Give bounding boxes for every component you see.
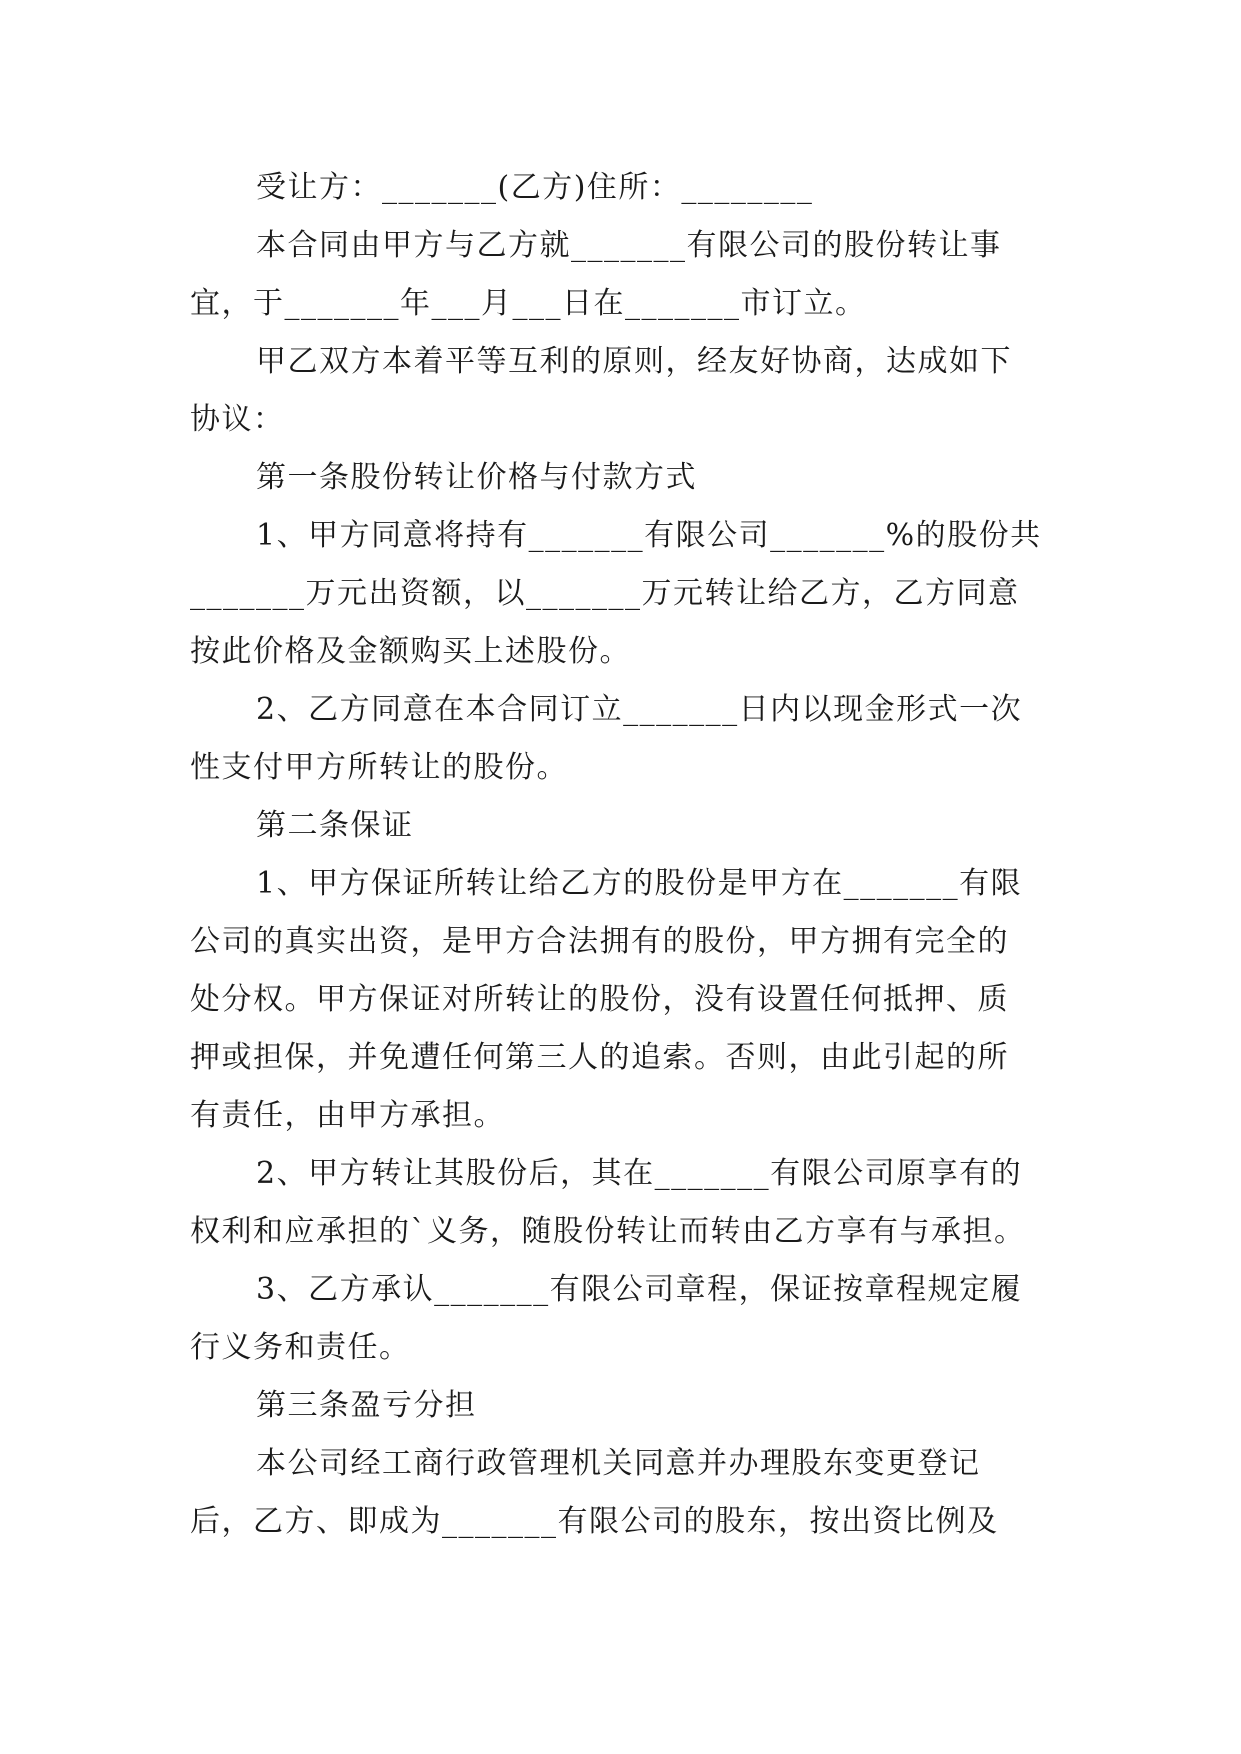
clause-line: 权利和应承担的`义务，随股份转让而转由乙方享有与承担。 [190, 1214, 1026, 1249]
clause-line: 1、甲方同意将持有_______有限公司_______%的股份共 [256, 518, 1042, 553]
paragraph-line: 宜，于_______年___月___日在_______市订立。 [190, 286, 867, 321]
clause-line: 2、乙方同意在本合同订立_______日内以现金形式一次 [256, 692, 1023, 727]
clause-line: 行义务和责任。 [190, 1330, 411, 1365]
clause-line: 有责任，由甲方承担。 [190, 1098, 505, 1133]
paragraph-line: 本合同由甲方与乙方就_______有限公司的股份转让事 [256, 228, 1002, 263]
clause-line: 1、甲方保证所转让给乙方的股份是甲方在_______有限 [256, 866, 1023, 901]
article-heading: 第三条盈亏分担 [256, 1388, 477, 1423]
clause-line: 公司的真实出资，是甲方合法拥有的股份，甲方拥有完全的 [190, 924, 1009, 959]
clause-line: 3、乙方承认_______有限公司章程，保证按章程规定履 [256, 1272, 1023, 1307]
clause-line: 押或担保，并免遭任何第三人的追索。否则，由此引起的所 [190, 1040, 1009, 1075]
paragraph-line: 甲乙双方本着平等互利的原则，经友好协商，达成如下 [256, 344, 1012, 379]
assignee-line: 受让方：_______(乙方)住所：________ [256, 170, 814, 205]
article-heading: 第二条保证 [256, 808, 414, 843]
clause-line: 2、甲方转让其股份后，其在_______有限公司原享有的 [256, 1156, 1023, 1191]
paragraph-line: 协议： [190, 402, 285, 437]
clause-line: 性支付甲方所转让的股份。 [190, 750, 568, 785]
clause-line: 本公司经工商行政管理机关同意并办理股东变更登记 [256, 1446, 981, 1481]
clause-line: 处分权。甲方保证对所转让的股份，没有设置任何抵押、质 [190, 982, 1009, 1017]
article-heading: 第一条股份转让价格与付款方式 [256, 460, 697, 495]
clause-line: _______万元出资额，以_______万元转让给乙方，乙方同意 [190, 576, 1020, 611]
clause-line: 按此价格及金额购买上述股份。 [190, 634, 631, 669]
clause-line: 后，乙方、即成为_______有限公司的股东，按出资比例及 [190, 1504, 999, 1539]
